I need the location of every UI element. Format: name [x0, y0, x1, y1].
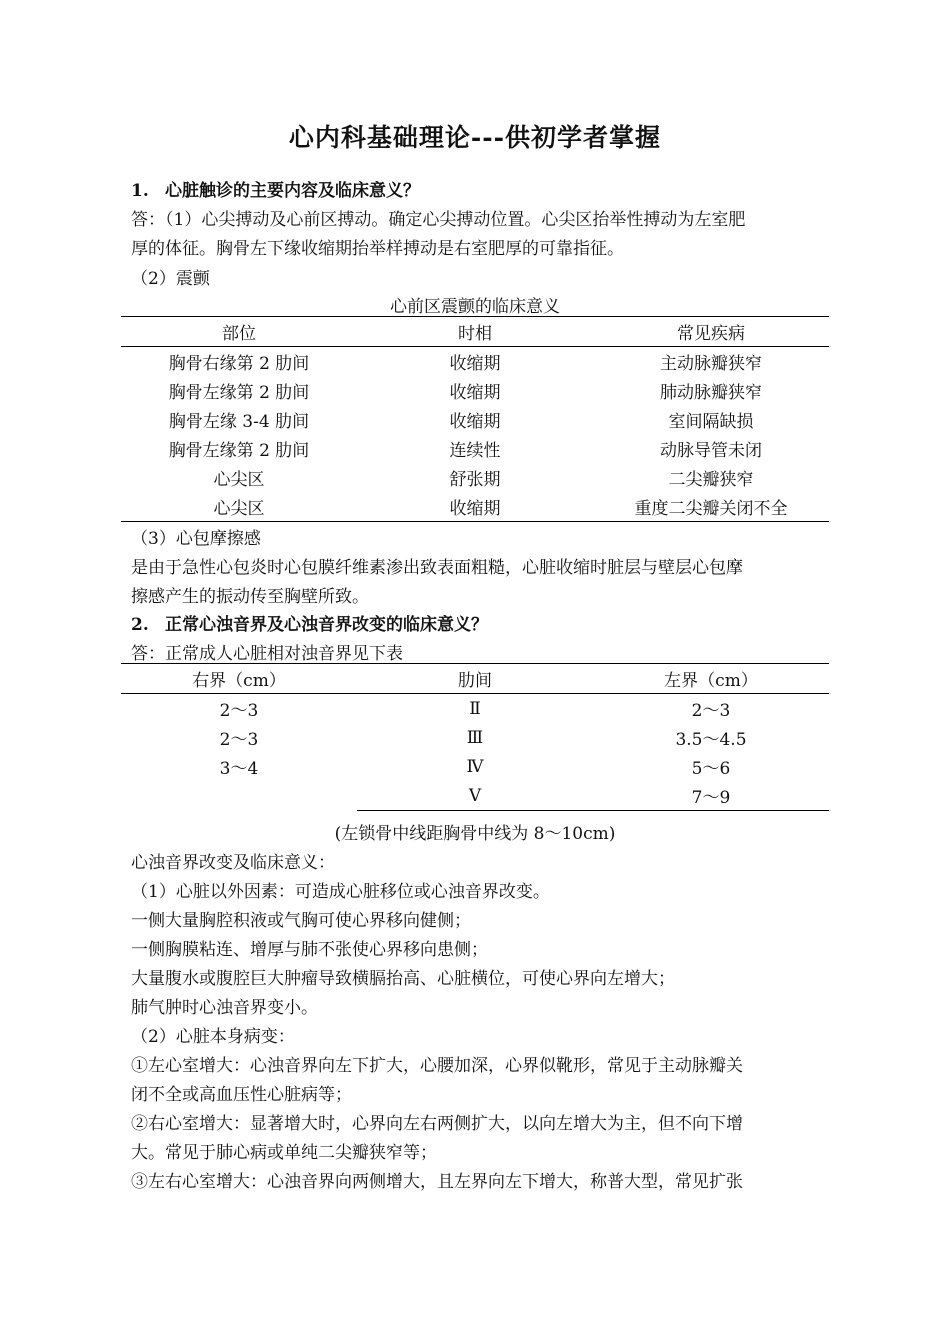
- table-cell: 室间隔缺损: [668, 412, 754, 432]
- body-line: 一侧大量胸腔积液或气胸可使心界移向健侧；: [131, 911, 471, 931]
- table-header-row: [121, 317, 829, 347]
- table-cell: Ⅳ: [466, 756, 484, 777]
- answer-2-intro: 答：正常成人心脏相对浊音界见下表: [131, 644, 403, 664]
- table-row: [121, 405, 829, 434]
- body-line: 心浊音界改变及临床意义：: [131, 853, 335, 873]
- body-line: ②右心室增大：显著增大时，心界向左右两侧扩大，以向左增大为主，但不向下增: [131, 1114, 743, 1134]
- table-cell: 心尖区: [213, 499, 265, 519]
- table-cell: 5～6: [691, 759, 731, 779]
- page-title: 心内科基础理论---供初学者掌握: [288, 123, 662, 152]
- table-header-cell: 肋间: [357, 664, 593, 694]
- table-row: [121, 347, 829, 377]
- table-cell: 心尖区: [213, 470, 265, 490]
- table-cell: 2～3: [219, 730, 259, 750]
- table-row: [121, 376, 829, 405]
- table-cell: 二尖瓣狭窄: [668, 470, 754, 490]
- table-cell: 舒张期: [449, 470, 501, 490]
- table-cell: 重度二尖瓣关闭不全: [634, 499, 788, 519]
- table-cell: 胸骨左缘第 2 肋间: [168, 441, 310, 461]
- question-1-heading: [131, 176, 420, 201]
- body-line: （1）心脏以外因素：可造成心脏移位或心浊音界改变。: [131, 882, 550, 902]
- body-line: ③左右心室增大：心浊音界向两侧增大，且左界向左下增大，称普大型，常见扩张: [131, 1172, 743, 1192]
- body-line: 肺气肿时心浊音界变小。: [131, 998, 318, 1018]
- question-2-text: 正常心浊音界及心浊音界改变的临床意义？: [165, 615, 488, 635]
- table-cell: 连续性: [449, 441, 501, 461]
- table-cell: 胸骨左缘 3-4 肋间: [168, 412, 310, 432]
- body-line: 大。常见于肺心病或单纯二尖瓣狭窄等；: [131, 1143, 437, 1163]
- table-row: [121, 723, 829, 752]
- thrill-table: [121, 316, 829, 522]
- answer-1-sub-3-line-1: 是由于急性心包炎时心包膜纤维素渗出致表面粗糙，心脏收缩时脏层与壁层心包摩: [131, 558, 743, 578]
- table-cell: Ⅲ: [466, 727, 484, 748]
- table-row: [121, 463, 829, 492]
- table-header-row: [121, 664, 829, 694]
- answer-1-line-2: 厚的体征。胸骨左下缘收缩期抬举样搏动是右室肥厚的可靠指征。: [131, 239, 624, 259]
- answer-1-sub-2: （2）震颤: [131, 269, 210, 289]
- table-cell: [121, 781, 357, 811]
- table-cell: 2～3: [691, 701, 731, 721]
- answer-1-sub-3: （3）心包摩擦感: [131, 529, 261, 549]
- table-row: [121, 492, 829, 522]
- table-2-note: (左锁骨中线距胸骨中线为 8～10cm): [334, 824, 616, 844]
- table-header-cell: 左界（cm）: [593, 664, 829, 694]
- table-row: [121, 694, 829, 724]
- answer-1-line-1: 答：（1）心尖搏动及心前区搏动。确定心尖搏动位置。心尖区抬举性搏动为左室肥: [131, 210, 746, 230]
- table-cell: 动脉导管未闭: [660, 441, 762, 461]
- table-1-caption: 心前区震颤的临床意义: [390, 297, 560, 317]
- table-cell: 7～9: [593, 781, 829, 811]
- table-header-cell: 部位: [121, 317, 357, 347]
- table-cell: 3～4: [219, 759, 259, 779]
- table-row: [121, 781, 829, 811]
- table-row: [121, 752, 829, 781]
- body-line: 闭不全或高血压性心脏病等；: [131, 1085, 352, 1105]
- question-2-heading: [131, 610, 488, 635]
- table-cell: 主动脉瓣狭窄: [660, 354, 762, 374]
- table-header-cell: 右界（cm）: [121, 664, 357, 694]
- table-cell: 胸骨右缘第 2 肋间: [168, 354, 310, 374]
- dullness-border-table: [121, 663, 829, 811]
- table-cell: Ⅱ: [469, 698, 481, 719]
- body-line: 大量腹水或腹腔巨大肿瘤导致横膈抬高、心脏横位，可使心界向左增大；: [131, 969, 675, 989]
- table-cell: 肺动脉瓣狭窄: [660, 383, 762, 403]
- question-1-text: 心脏触诊的主要内容及临床意义？: [165, 181, 420, 201]
- table-cell: 胸骨左缘第 2 肋间: [168, 383, 310, 403]
- table-cell: 收缩期: [449, 412, 501, 432]
- body-line: （2）心脏本身病变：: [131, 1027, 295, 1047]
- table-header-cell: 常见疾病: [593, 317, 829, 347]
- body-line: ①左心室增大：心浊音界向左下扩大，心腰加深，心界似靴形，常见于主动脉瓣关: [131, 1056, 743, 1076]
- table-row: [121, 434, 829, 463]
- table-cell: 2～3: [219, 701, 259, 721]
- table-cell: 3.5～4.5: [675, 730, 747, 750]
- table-cell: Ⅴ: [357, 781, 593, 811]
- answer-1-sub-3-line-2: 擦感产生的振动传至胸壁所致。: [131, 587, 369, 607]
- table-header-cell: 时相: [357, 317, 593, 347]
- question-1-number: 1.: [131, 181, 149, 201]
- table-cell: 收缩期: [449, 354, 501, 374]
- table-cell: 收缩期: [449, 383, 501, 403]
- table-cell: 收缩期: [449, 499, 501, 519]
- body-line: 一侧胸膜粘连、增厚与肺不张使心界移向患侧；: [131, 940, 488, 960]
- question-2-number: 2.: [131, 615, 149, 635]
